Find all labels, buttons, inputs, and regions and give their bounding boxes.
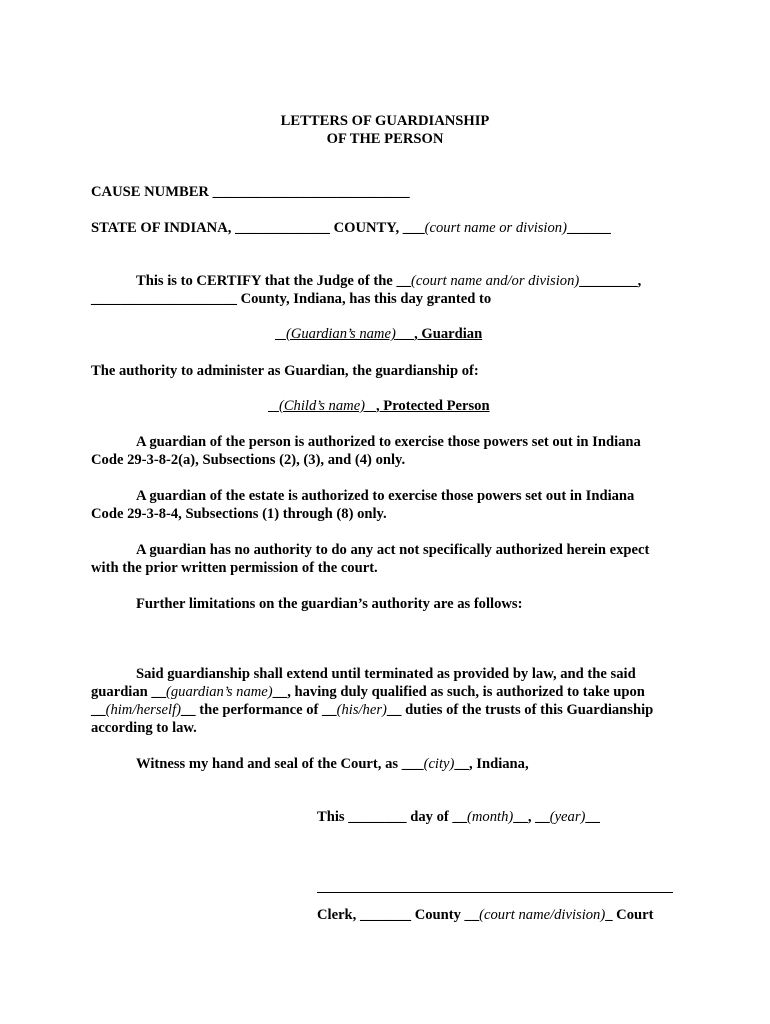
- guardian-name-line: [275, 325, 482, 343]
- city-placeholder: (city): [423, 756, 455, 772]
- extend-line-1: Said guardianship shall extend until terminated as provided by law, and the said: [136, 666, 636, 682]
- clerk-court-placeholder: (court name/division): [479, 907, 606, 923]
- paragraph-1-line-2: Code 29-3-8-2(a), Subsections (2), (3), and (4) only.: [91, 452, 406, 468]
- protected-person-line: [268, 397, 490, 415]
- certify-county-blank: ____________________: [91, 291, 237, 307]
- child-name-placeholder: (Child’s name): [278, 398, 366, 414]
- child-name-field: [268, 398, 490, 414]
- certify-text: This is to CERTIFY that the Judge of the: [136, 273, 397, 289]
- clerk-county-text: Clerk, _______ County __: [317, 907, 480, 923]
- certify-line-1: [136, 272, 641, 290]
- paragraph-3-line-1: A guardian has no authority to do any act not specifically authorized herein expect: [136, 542, 650, 558]
- court-name-placeholder: (court name or division): [424, 220, 567, 236]
- state-county-line: [91, 219, 611, 237]
- clerk-line: [317, 906, 653, 924]
- paragraph-2-line-2: Code 29-3-8-4, Subsections (1) through (8) only.: [91, 506, 387, 522]
- certify-county-text: County, Indiana, has this day granted to: [236, 291, 492, 307]
- state-label: STATE OF INDIANA,: [91, 220, 236, 236]
- authority-line: The authority to administer as Guardian, the guardianship of:: [91, 363, 479, 379]
- his-her-placeholder: (his/her): [336, 702, 387, 718]
- extend-line-4: according to law.: [91, 720, 197, 736]
- certify-post: ________,: [579, 273, 642, 289]
- witness-indiana: __, Indiana,: [454, 756, 529, 772]
- cause-number-blank: ___________________________: [212, 184, 410, 200]
- limitations-line: Further limitations on the guardian’s authority are as follows:: [136, 596, 523, 612]
- cause-number-label: CAUSE NUMBER: [91, 184, 209, 200]
- pronoun-placeholder: (him/herself): [105, 702, 181, 718]
- signature-line: [317, 892, 673, 893]
- guardian-name-placeholder-2: (guardian’s name): [166, 684, 273, 700]
- cause-number-line: [91, 183, 410, 201]
- court-pre: ___: [402, 220, 425, 236]
- guardian-name-placeholder: (Guardian’s name): [285, 326, 396, 342]
- month-placeholder: (month): [467, 809, 514, 825]
- county-blank: _____________: [235, 220, 330, 236]
- year-placeholder: (year): [549, 809, 586, 825]
- witness-line: [136, 755, 529, 773]
- extend-guardian-post: __, having duly qualified as such, is authorized to take upon: [272, 684, 645, 700]
- protected-suffix: , Protected Person: [375, 398, 490, 414]
- county-label: COUNTY,: [329, 220, 403, 236]
- extend-pronoun-pre: __: [91, 702, 106, 718]
- extend-duties-text: __ duties of the trusts of this Guardianship: [386, 702, 654, 718]
- date-line: [317, 808, 600, 826]
- extend-guardian-pre: guardian __: [91, 684, 167, 700]
- certify-pre: __: [396, 273, 412, 289]
- paragraph-3-line-2: with the prior written permission of the court.: [91, 560, 378, 576]
- extend-line-3: [91, 701, 653, 719]
- certify-line-2: [91, 290, 491, 308]
- title-line-2: OF THE PERSON: [326, 131, 444, 147]
- date-day-text: This ________ day of __: [317, 809, 468, 825]
- guardian-name-field: [275, 326, 482, 342]
- certify-court-placeholder: (court name and/or division): [411, 273, 580, 289]
- title-line-1: LETTERS OF GUARDIANSHIP: [280, 113, 490, 129]
- paragraph-1-line-1: A guardian of the person is authorized to exercise those powers set out in Indiana: [136, 434, 641, 450]
- court-post: ______: [566, 220, 611, 236]
- paragraph-2-line-1: A guardian of the estate is authorized to exercise those powers set out in Indiana: [136, 488, 635, 504]
- extend-line-2: [91, 683, 645, 701]
- clerk-court-text: _ Court: [605, 907, 654, 923]
- witness-text: Witness my hand and seal of the Court, as ___: [136, 756, 424, 772]
- guardian-suffix: , Guardian: [414, 326, 483, 342]
- date-end: __: [585, 809, 600, 825]
- extend-performance-text: __ the performance of __: [180, 702, 337, 718]
- date-sep: __, __: [513, 809, 550, 825]
